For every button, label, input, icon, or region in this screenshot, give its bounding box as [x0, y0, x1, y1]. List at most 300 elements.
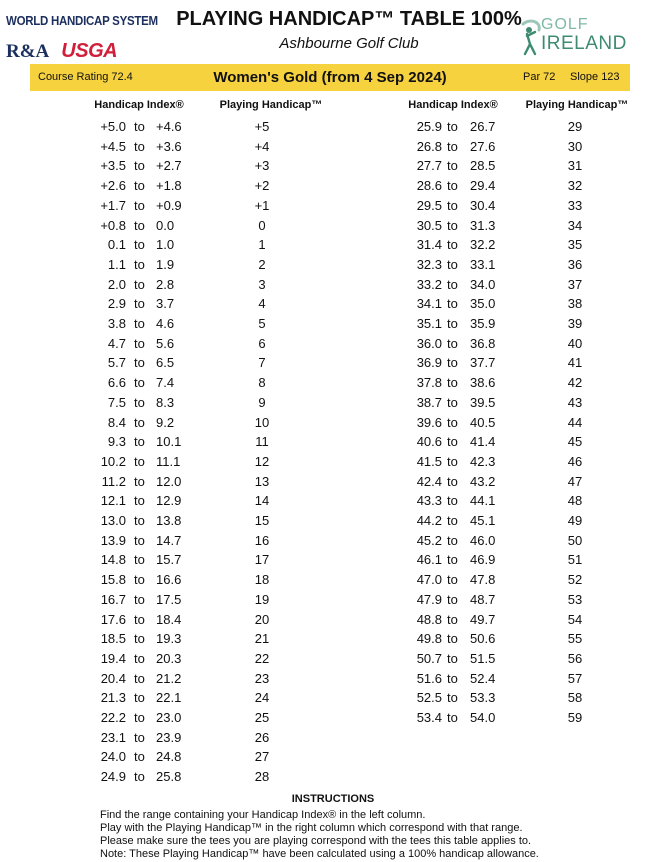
playing-handicap-value: 23 [254, 670, 270, 686]
index-to: 51.5 [470, 650, 496, 666]
index-from: 24.9 [100, 769, 126, 785]
right-table-row [0, 314, 666, 334]
range-separator: to [447, 138, 458, 154]
range-separator: to [447, 256, 458, 272]
instruction-line: Note: These Playing Handicap™ have been calculated using a 100% handicap allowance. [100, 848, 539, 860]
playing-handicap-value: 39 [567, 316, 583, 331]
index-from: 7.5 [107, 394, 126, 410]
index-to: 12.9 [156, 493, 182, 509]
playing-handicap-value: 2 [258, 256, 266, 272]
club-name: Ashbourne Golf Club [279, 35, 419, 52]
playing-handicap-value: 42 [567, 375, 583, 391]
right-table-row [0, 393, 666, 413]
playing-handicap-value: 19 [254, 591, 270, 607]
playing-handicap-value: 51 [567, 552, 583, 568]
index-to: 3.7 [156, 296, 175, 312]
instructions-title: INSTRUCTIONS [291, 793, 375, 805]
index-to: 52.4 [470, 670, 496, 686]
playing-handicap-value: 36 [567, 256, 583, 272]
index-from: 42.4 [416, 473, 442, 489]
right-table-row [0, 255, 666, 275]
index-to: 10.1 [156, 434, 182, 450]
right-table-row [0, 117, 666, 137]
left-handicap-index-header: Handicap Index® [94, 99, 184, 111]
par-value: Par 72 [523, 71, 556, 83]
index-to: 20.3 [156, 650, 182, 666]
whs-logo-text: WORLD HANDICAP SYSTEM [6, 14, 158, 28]
range-separator: to [447, 690, 458, 706]
index-from: 34.1 [416, 296, 442, 312]
index-from: 43.3 [416, 493, 442, 509]
right-table-row [0, 353, 666, 373]
right-table-row [0, 176, 666, 196]
index-from: 23.1 [100, 729, 126, 745]
index-to: 19.3 [156, 631, 182, 647]
index-from: +4.5 [100, 138, 126, 154]
index-from: 14.8 [100, 552, 126, 568]
playing-handicap-value: 44 [567, 414, 583, 430]
index-from: 27.7 [416, 158, 442, 174]
index-from: 45.2 [416, 532, 442, 548]
index-from: 53.4 [416, 710, 442, 725]
range-separator: to [447, 552, 458, 568]
playing-handicap-value: 55 [567, 631, 583, 647]
index-from: 13.9 [100, 532, 126, 548]
range-separator: to [134, 119, 145, 134]
range-separator: to [447, 532, 458, 548]
playing-handicap-value: 47 [567, 473, 583, 489]
playing-handicap-value: 12 [254, 453, 270, 469]
ra-usga-logos [6, 40, 148, 63]
index-from: 11.2 [101, 473, 126, 489]
right-table-row [0, 373, 666, 393]
index-from: 48.8 [416, 611, 442, 627]
index-from: 30.5 [416, 217, 442, 233]
range-separator: to [134, 256, 145, 272]
playing-handicap-value: +2 [254, 178, 270, 194]
range-separator: to [134, 710, 145, 725]
golf-ireland-bottom-text: IRELAND [541, 33, 627, 54]
range-separator: to [447, 473, 458, 489]
range-separator: to [134, 532, 145, 548]
index-from: 1.1 [107, 256, 126, 272]
range-separator: to [134, 414, 145, 430]
range-separator: to [447, 631, 458, 647]
index-from: 36.0 [416, 335, 442, 351]
right-table-row [0, 649, 666, 669]
index-to: +2.7 [156, 158, 182, 174]
index-from: 29.5 [416, 197, 442, 213]
index-to: 15.7 [156, 552, 182, 568]
slope-value: Slope 123 [570, 71, 620, 83]
playing-handicap-value: +4 [254, 138, 270, 154]
range-separator: to [134, 611, 145, 627]
right-table-row [0, 216, 666, 236]
index-from: 6.6 [107, 375, 126, 391]
range-separator: to [134, 237, 145, 253]
right-table-row [0, 156, 666, 176]
playing-handicap-value: 41 [567, 355, 583, 371]
playing-handicap-value: 27 [254, 749, 270, 765]
index-from: 16.7 [100, 591, 126, 607]
index-to: 40.5 [470, 414, 496, 430]
index-to: 18.4 [156, 611, 182, 627]
index-from: 26.8 [416, 138, 442, 154]
right-table-row [0, 570, 666, 590]
range-separator: to [134, 355, 145, 371]
playing-handicap-value: 3 [258, 276, 266, 292]
playing-handicap-value: 6 [258, 335, 266, 351]
index-to: 31.3 [470, 217, 496, 233]
range-separator: to [134, 394, 145, 410]
range-separator: to [447, 276, 458, 292]
range-separator: to [134, 434, 145, 450]
index-to: 43.2 [470, 473, 496, 489]
range-separator: to [134, 138, 145, 154]
range-separator: to [447, 316, 458, 331]
playing-handicap-value: 8 [258, 375, 266, 391]
playing-handicap-value: 32 [567, 178, 583, 194]
playing-handicap-value: 35 [567, 237, 583, 253]
playing-handicap-value: +1 [254, 197, 270, 213]
index-from: 4.7 [107, 335, 126, 351]
playing-handicap-value: 53 [567, 591, 583, 607]
index-from: 20.4 [100, 670, 126, 686]
index-from: 25.9 [416, 119, 442, 134]
range-separator: to [447, 217, 458, 233]
playing-handicap-value: 58 [567, 690, 583, 706]
index-to: 1.9 [156, 256, 175, 272]
range-separator: to [447, 572, 458, 588]
right-table-row [0, 669, 666, 689]
range-separator: to [134, 375, 145, 391]
playing-handicap-value: 17 [254, 552, 270, 568]
range-separator: to [134, 217, 145, 233]
index-to: 35.0 [470, 296, 496, 312]
range-separator: to [134, 158, 145, 174]
left-table-row [0, 728, 666, 748]
range-separator: to [447, 394, 458, 410]
index-from: 28.6 [416, 178, 442, 194]
index-to: +0.9 [156, 197, 182, 213]
playing-handicap-value: 25 [254, 710, 270, 725]
right-table-row [0, 432, 666, 452]
index-from: 24.0 [100, 749, 126, 765]
range-separator: to [134, 749, 145, 765]
playing-handicap-value: 45 [567, 434, 583, 450]
index-from: +0.8 [100, 217, 126, 233]
index-to: 41.4 [470, 434, 496, 450]
index-from: 12.1 [100, 493, 126, 509]
range-separator: to [447, 710, 458, 725]
range-separator: to [447, 158, 458, 174]
golf-ireland-top-text: GOLF [541, 16, 589, 33]
index-from: 17.6 [100, 611, 126, 627]
range-separator: to [447, 178, 458, 194]
range-separator: to [134, 591, 145, 607]
right-table-row [0, 511, 666, 531]
right-handicap-index-header: Handicap Index® [408, 99, 498, 111]
index-from: 37.8 [416, 375, 442, 391]
range-separator: to [134, 513, 145, 528]
whs-logo [6, 14, 158, 63]
playing-handicap-value: 4 [258, 296, 266, 312]
index-to: 2.8 [156, 276, 175, 292]
index-to: 33.1 [470, 256, 496, 272]
tee-banner [30, 64, 630, 91]
index-to: +4.6 [156, 119, 182, 134]
index-from: 51.6 [416, 670, 442, 686]
index-from: 5.7 [107, 355, 126, 371]
index-to: 50.6 [470, 631, 496, 647]
range-separator: to [134, 650, 145, 666]
right-playing-handicap-header: Playing Handicap™ [525, 99, 629, 111]
index-to: 6.5 [156, 355, 175, 371]
index-from: 50.7 [416, 650, 442, 666]
left-table-row [0, 767, 666, 787]
playing-handicap-value: 9 [258, 394, 266, 410]
index-to: 12.0 [156, 473, 182, 489]
playing-handicap-value: 14 [254, 493, 270, 509]
index-to: 13.8 [156, 513, 182, 528]
playing-handicap-value: 28 [254, 769, 270, 785]
playing-handicap-value: 1 [258, 237, 266, 253]
tee-name: Women's Gold (from 4 Sep 2024) [213, 69, 447, 86]
playing-handicap-value: 7 [258, 355, 266, 371]
index-from: 49.8 [416, 631, 442, 647]
range-separator: to [134, 769, 145, 785]
index-to: 46.0 [470, 532, 496, 548]
right-table-row [0, 413, 666, 433]
index-from: 36.9 [416, 355, 442, 371]
index-from: 9.3 [107, 434, 126, 450]
index-from: 18.5 [100, 631, 126, 647]
playing-handicap-value: 18 [254, 572, 270, 588]
range-separator: to [134, 453, 145, 469]
index-to: 5.6 [156, 335, 175, 351]
index-from: 39.6 [416, 414, 442, 430]
playing-handicap-value: 24 [254, 690, 270, 706]
playing-handicap-value: 46 [567, 453, 583, 469]
left-playing-handicap-header: Playing Handicap™ [219, 99, 323, 111]
index-from: 31.4 [416, 237, 442, 253]
index-from: 52.5 [416, 690, 442, 706]
range-separator: to [447, 493, 458, 509]
index-to: 16.6 [156, 572, 182, 588]
index-from: 2.9 [107, 296, 126, 312]
range-separator: to [447, 650, 458, 666]
index-to: 37.7 [470, 355, 496, 371]
range-separator: to [134, 276, 145, 292]
range-separator: to [134, 316, 145, 331]
playing-handicap-value: 31 [567, 158, 583, 174]
instruction-line: Find the range containing your Handicap Index® in the left column. [100, 809, 426, 821]
index-from: 46.1 [416, 552, 442, 568]
index-from: 19.4 [100, 650, 126, 666]
index-to: 21.2 [156, 670, 182, 686]
index-from: 22.2 [100, 710, 126, 725]
index-from: 33.2 [416, 276, 442, 292]
right-table-row [0, 708, 666, 728]
playing-handicap-value: 0 [258, 217, 266, 233]
index-from: +2.6 [100, 178, 126, 194]
right-table-row [0, 590, 666, 610]
index-from: 38.7 [416, 394, 442, 410]
playing-handicap-value: 57 [567, 670, 583, 686]
range-separator: to [447, 296, 458, 312]
playing-handicap-value: 13 [254, 473, 270, 489]
range-separator: to [447, 355, 458, 371]
range-separator: to [447, 414, 458, 430]
index-to: +3.6 [156, 138, 182, 154]
right-table-row [0, 294, 666, 314]
range-separator: to [134, 631, 145, 647]
usga-logo: USGA [61, 40, 118, 62]
index-from: 2.0 [107, 276, 126, 292]
right-table-row [0, 491, 666, 511]
index-to: 23.9 [156, 729, 182, 745]
right-table-row [0, 688, 666, 708]
playing-handicap-value: 34 [567, 217, 583, 233]
playing-handicap-value: 15 [254, 513, 270, 528]
index-to: 53.3 [470, 690, 496, 706]
index-to: 25.8 [156, 769, 182, 785]
right-table-row [0, 275, 666, 295]
index-to: 44.1 [470, 493, 496, 509]
right-table-row [0, 610, 666, 630]
playing-handicap-value: 33 [567, 197, 583, 213]
playing-handicap-value: 29 [567, 119, 583, 134]
right-table-row [0, 472, 666, 492]
playing-handicap-value: +3 [254, 158, 270, 174]
index-to: 24.8 [156, 749, 182, 765]
index-from: 47.0 [416, 572, 442, 588]
range-separator: to [447, 453, 458, 469]
range-separator: to [134, 473, 145, 489]
playing-handicap-value: 54 [567, 611, 583, 627]
index-to: 47.8 [470, 572, 496, 588]
right-table-row [0, 629, 666, 649]
range-separator: to [134, 335, 145, 351]
playing-handicap-value: 38 [567, 296, 583, 312]
index-to: 30.4 [470, 197, 496, 213]
instruction-line: Play with the Playing Handicap™ in the right column which correspond with that range. [100, 822, 523, 834]
index-from: 0.1 [107, 237, 126, 253]
index-to: 17.5 [156, 591, 182, 607]
playing-handicap-value: 10 [254, 414, 270, 430]
index-to: 48.7 [470, 591, 496, 607]
index-from: 15.8 [100, 572, 126, 588]
index-from: +3.5 [100, 158, 126, 174]
ra-logo: R&A [6, 41, 50, 62]
index-to: 0.0 [156, 217, 175, 233]
range-separator: to [134, 690, 145, 706]
playing-handicap-value: 16 [254, 532, 270, 548]
index-to: 9.2 [156, 414, 175, 430]
index-to: 42.3 [470, 453, 496, 469]
playing-handicap-value: 5 [258, 316, 266, 331]
index-from: 21.3 [100, 690, 126, 706]
left-table-row [0, 747, 666, 767]
playing-handicap-value: 48 [567, 493, 583, 509]
index-to: 45.1 [470, 513, 496, 528]
index-to: 32.2 [470, 237, 496, 253]
index-to: 34.0 [470, 276, 496, 292]
index-from: 47.9 [416, 591, 442, 607]
playing-handicap-value: 59 [567, 710, 583, 725]
playing-handicap-value: 52 [567, 572, 583, 588]
index-to: 54.0 [470, 710, 496, 725]
range-separator: to [134, 670, 145, 686]
right-table-row [0, 137, 666, 157]
playing-handicap-value: 37 [567, 276, 583, 292]
playing-handicap-value: 30 [567, 138, 583, 154]
right-table-row [0, 196, 666, 216]
playing-handicap-value: 21 [254, 631, 270, 647]
range-separator: to [447, 335, 458, 351]
right-table-row [0, 235, 666, 255]
playing-handicap-value: 50 [567, 532, 583, 548]
index-to: 1.0 [156, 237, 175, 253]
range-separator: to [447, 237, 458, 253]
playing-handicap-value: 26 [254, 729, 270, 745]
index-from: 40.6 [416, 434, 442, 450]
index-to: 8.3 [156, 394, 175, 410]
index-to: 29.4 [470, 178, 496, 194]
instruction-line: Please make sure the tees you are playing correspond with the tees this table applies to. [100, 835, 532, 847]
range-separator: to [447, 611, 458, 627]
index-to: 26.7 [470, 119, 496, 134]
index-to: +1.8 [156, 178, 182, 194]
playing-handicap-value: 43 [567, 394, 583, 410]
range-separator: to [447, 434, 458, 450]
playing-handicap-value: 49 [567, 513, 583, 528]
range-separator: to [447, 197, 458, 213]
range-separator: to [134, 729, 145, 745]
range-separator: to [447, 375, 458, 391]
index-from: +5.0 [100, 119, 126, 134]
playing-handicap-value: 40 [567, 335, 583, 351]
range-separator: to [447, 670, 458, 686]
index-to: 27.6 [470, 138, 496, 154]
index-to: 11.1 [156, 453, 181, 469]
index-from: 3.8 [107, 316, 126, 331]
index-to: 49.7 [470, 611, 496, 627]
index-from: 32.3 [416, 256, 442, 272]
index-to: 46.9 [470, 552, 496, 568]
range-separator: to [134, 493, 145, 509]
index-to: 14.7 [156, 532, 182, 548]
index-to: 36.8 [470, 335, 496, 351]
range-separator: to [447, 119, 458, 134]
index-from: 10.2 [100, 453, 126, 469]
course-rating: Course Rating 72.4 [38, 71, 133, 83]
range-separator: to [447, 513, 458, 528]
playing-handicap-value: 56 [567, 650, 583, 666]
playing-handicap-value: +5 [254, 119, 270, 134]
range-separator: to [134, 572, 145, 588]
right-table-row [0, 452, 666, 472]
index-from: +1.7 [100, 197, 126, 213]
right-table-row [0, 531, 666, 551]
index-to: 4.6 [156, 316, 175, 331]
playing-handicap-value: 22 [254, 650, 270, 666]
page-title: PLAYING HANDICAP™ TABLE 100% [176, 8, 522, 30]
range-separator: to [134, 296, 145, 312]
index-from: 13.0 [100, 513, 126, 528]
index-from: 35.1 [416, 316, 442, 331]
range-separator: to [447, 591, 458, 607]
